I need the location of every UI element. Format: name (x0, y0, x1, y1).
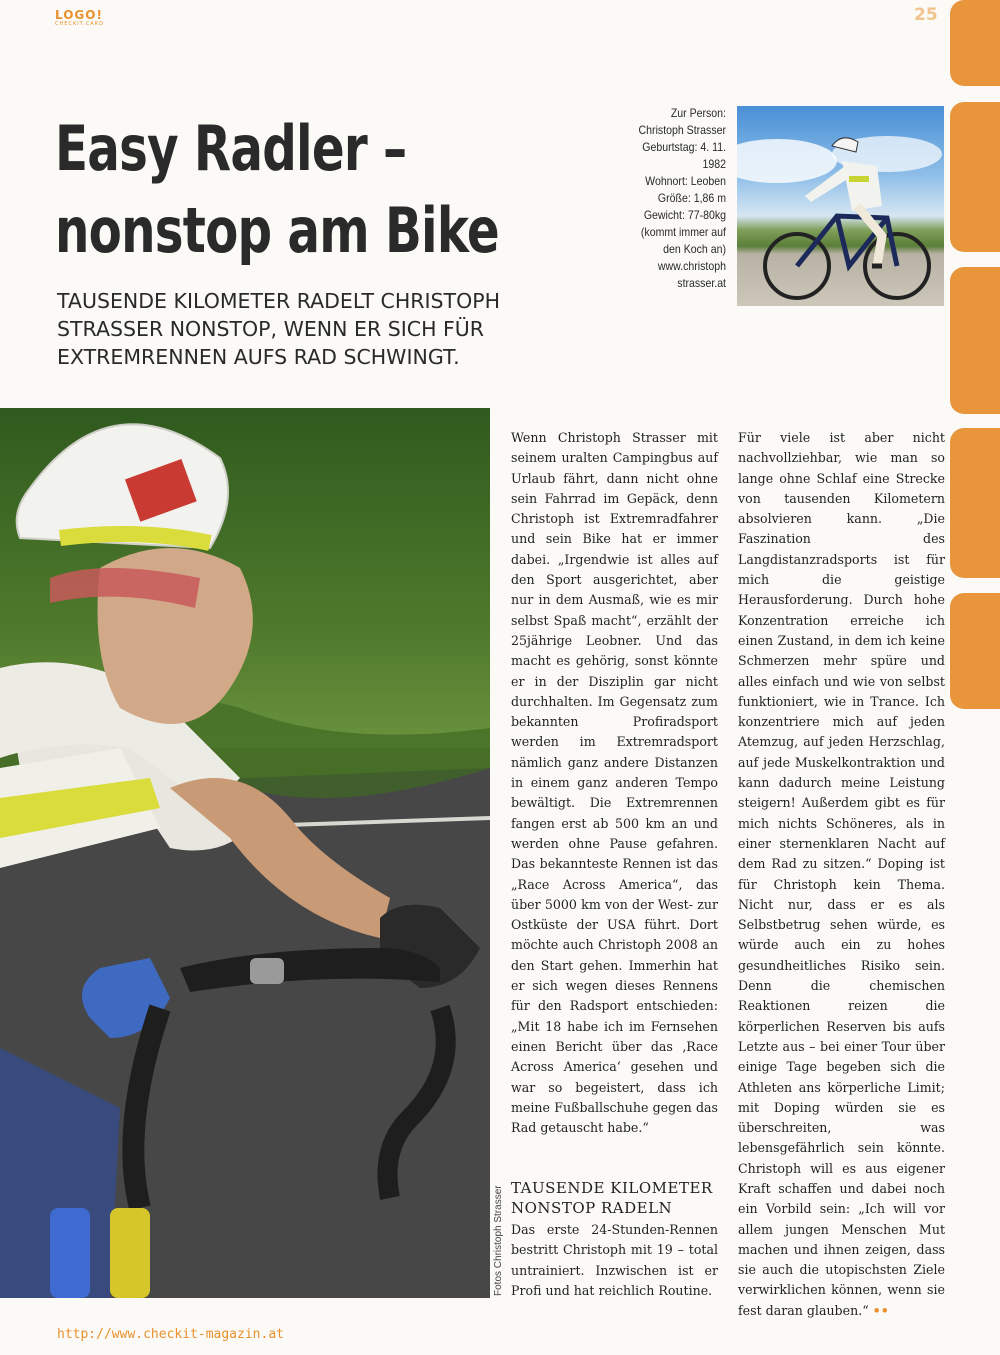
title-line-1: Easy Radler – (55, 112, 407, 185)
side-tab (950, 593, 1000, 709)
logo-subtext: CHECKIT.CARD (55, 21, 104, 27)
side-tab (950, 428, 1000, 578)
article-column-1: Wenn Christoph Strasser mit seinem uralten Campingbus auf Urlaub fährt, dann nicht ohne sein Fahrrad im Gepäck, denn Christoph ist Extremradfahrer und sein Bike hat er immer dabei. „Irgendwie ist alles auf den Sport ausgerichtet, aber nur in dem Ausmaß, wie es mir selbst Spaß macht“, erzählt der 25jährige Leobner. Und das macht es gehörig, sonst könnte er in der Disziplin gar nicht durchhalten. Im Gegensatz zum bekannten Profiradsport werden im Extremradsport nämlich ganz andere Distanzen in einem ganz anderen Tempo bewältigt. Die Extremrennen fangen erst ab 500 km an und werden ohne Pause gefahren. Das bekannteste Rennen ist das „Race Across America“, das über 5000 km von der West- zur Ostküste der USA führt. Dort möchte auch Christoph 2008 an den Start gehen. Immerhin hat er sich wegen dieses Rennens für den Radsport entschieden: „Mit 18 habe ich im Fernsehen einen Bericht über das ‚Race Across America‘ gesehen und war so begeistert, dass ich meine Fußballschuhe gegen das Rad getauscht habe.“ (511, 430, 718, 1136)
end-mark: •• (872, 1302, 889, 1318)
side-tab (950, 102, 1000, 252)
cyclist-photo-large (0, 408, 490, 1298)
article-subtitle: TAUSENDE KILOMETER RADELT CHRISTOPH STRASSER NONSTOP, WENN ER SICH FÜR EXTREMRENNEN AUFS RAD SCHWINGT. (57, 289, 500, 369)
person-residence: Wohnort: Leoben (645, 174, 726, 188)
side-tab (950, 0, 1000, 86)
person-height: Größe: 1,86 m (657, 191, 726, 205)
page-number: 25 (914, 5, 938, 25)
person-weight: Gewicht: 77-80kg (kommt immer auf den Koch an) (640, 208, 726, 256)
cyclist-small-illustration (737, 106, 944, 306)
footer-url[interactable]: http://www.checkit-magazin.at (57, 1327, 284, 1342)
article-subheading: TAUSENDE KILOMETER NONSTOP RADELN (511, 1179, 713, 1217)
title-line-2: nonstop am Bike (55, 194, 499, 267)
article-title (55, 108, 499, 272)
person-name: Christoph Strasser (638, 123, 726, 137)
article-column-1-continuation: Das erste 24-Stunden-Rennen bestritt Christoph mit 19 – total untrainiert. Inzwischen ist er Profi und hat reichlich Routine. (511, 1222, 718, 1298)
logo-text: LOGO! (55, 8, 103, 22)
person-info (624, 105, 726, 292)
cyclist-large-illustration (0, 408, 490, 1298)
photo-credit: Fotos Christoph Strasser (493, 1185, 504, 1296)
person-birthday: Geburtstag: 4. 11. 1982 (642, 140, 726, 171)
person-website: www.christoph strasser.at (657, 259, 726, 290)
person-label: Zur Person: (670, 106, 726, 120)
article-column-2 (738, 428, 945, 1321)
article-column-2-text: Für viele ist aber nicht nachvollziehbar, wie man so lange ohne Schlaf eine Strecke von tausenden Kilometern absolvieren kann. „Die Faszination des Langdistanzradsports ist für mich die geistige Herausforderung. Durch hohe Konzentration erreiche ich einen Zustand, in dem ich keine Schmerzen mehr spüre und alles einfach und wie von selbst funktioniert, wie in Trance. Ich konzentriere mich auf jeden Atemzug, auf jeden Herzschlag, auf jede Muskelkontraktion und kann dadurch meine Leistung steigern! Außerdem gibt es für mich nichts Schöneres, als in einer sternenklaren Nacht auf dem Rad zu sitzen.“ Doping ist für Christoph kein Thema. Nicht nur, dass er es als Selbstbetrug sehen würde, es würde auch ein zu hohes gesundheitliches Risiko sein. Denn die chemischen Reaktionen reizen die körperlichen Reserven bis aufs Letzte aus – bei einer Tour über einige Tage begeben sich die Athleten ans körperliche Limit; mit Doping würden sie es überschreiten, was lebensgefährlich sein könnte. Christoph will es aus eigener Kraft schaffen und dabei noch ein Vorbild sein: „Ich will vor allem jungen Menschen Mut machen und ihnen zeigen, dass sie auch die utopischsten Ziele verwirklichen können, wenn sie fest daran glauben.“ (738, 430, 945, 1318)
logo (55, 9, 104, 27)
cyclist-photo-small (737, 106, 944, 306)
side-tab (950, 267, 1000, 414)
